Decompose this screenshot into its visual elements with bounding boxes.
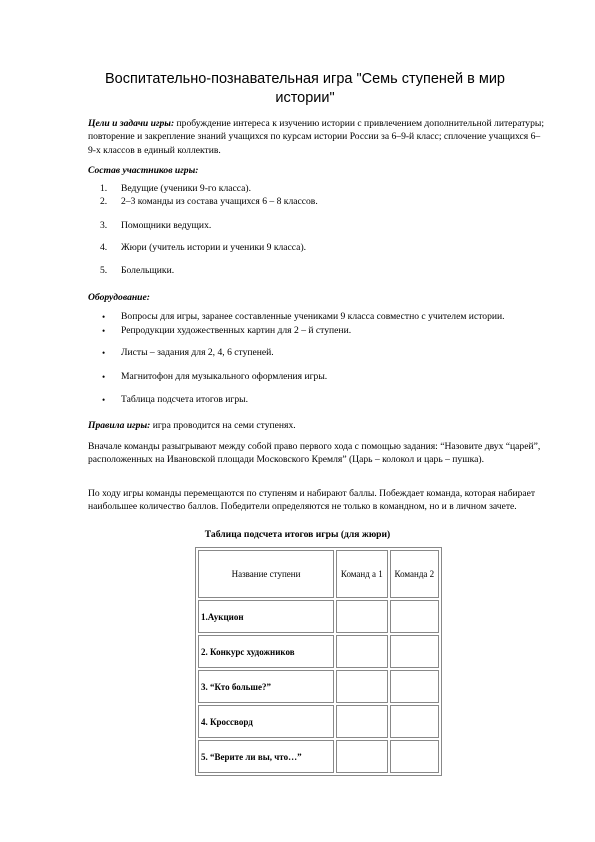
score-cell[interactable] xyxy=(390,635,439,668)
score-table xyxy=(195,547,442,776)
rules-text: игра проводится на семи ступенях. xyxy=(150,420,296,431)
score-cell[interactable] xyxy=(390,670,439,703)
bullet-icon: • xyxy=(102,312,106,322)
scoring-paragraph: По ходу игры команды перемещаются по ступеням и набирают баллы. Побеждает команда, которая набирает наибольшее количество баллов. Победители определяются не только в командном, но и в личном зачете. xyxy=(88,488,536,513)
rules-label: Правила игры: xyxy=(88,420,151,431)
page-title: Воспитательно-познавательная игра "Семь ступеней в мир истории" xyxy=(105,71,505,106)
score-cell[interactable] xyxy=(336,740,388,773)
header-step-name: Название ступени xyxy=(198,550,334,598)
equipment-heading: Оборудование: xyxy=(88,292,150,303)
bullet-icon: • xyxy=(102,326,106,336)
score-cell[interactable] xyxy=(390,705,439,738)
table-row xyxy=(198,705,439,738)
goals-text: пробуждение интереса к изучению истории с привлечением дополнительной литературы; повторение и закрепление знаний учащихся по курсам истории России за 6–9-й класс; сплочение учащихся 6–9-х классов в единый коллектив. xyxy=(88,118,544,156)
step-name-cell: 5. “Верите ли вы, что…” xyxy=(198,740,334,773)
rules-paragraph xyxy=(88,419,548,432)
table-caption: Таблица подсчета итогов игры (для жюри) xyxy=(204,529,391,540)
header-team-1: Команд а 1 xyxy=(336,550,388,598)
header-team-2: Команда 2 xyxy=(390,550,439,598)
table-row xyxy=(198,635,439,668)
table-row xyxy=(198,600,439,633)
table-header-row xyxy=(198,550,439,598)
step-name-cell: 2. Конкурс художников xyxy=(198,635,334,668)
score-cell[interactable] xyxy=(336,635,388,668)
score-cell[interactable] xyxy=(336,705,388,738)
score-cell[interactable] xyxy=(336,670,388,703)
score-cell[interactable] xyxy=(390,740,439,773)
first-move-paragraph: Вначале команды разыгрывают между собой право первого хода с помощью задания: “Назовите двух “царей”, расположенных на Ивановской площади Московского Кремля” (Царь – колокол и царь – пушка). xyxy=(88,441,541,466)
bullet-icon: • xyxy=(102,372,106,382)
table-row xyxy=(198,670,439,703)
bullet-icon: • xyxy=(102,348,106,358)
score-cell[interactable] xyxy=(390,600,439,633)
step-name-cell: 4. Кроссворд xyxy=(198,705,334,738)
participants-heading: Состав участников игры: xyxy=(88,165,199,176)
step-name-cell: 3. “Кто больше?” xyxy=(198,670,334,703)
goals-paragraph xyxy=(88,117,548,157)
table-row xyxy=(198,740,439,773)
score-cell[interactable] xyxy=(336,600,388,633)
bullet-icon: • xyxy=(102,395,106,405)
goals-label: Цели и задачи игры: xyxy=(88,118,175,129)
step-name-cell: 1.Аукцион xyxy=(198,600,334,633)
